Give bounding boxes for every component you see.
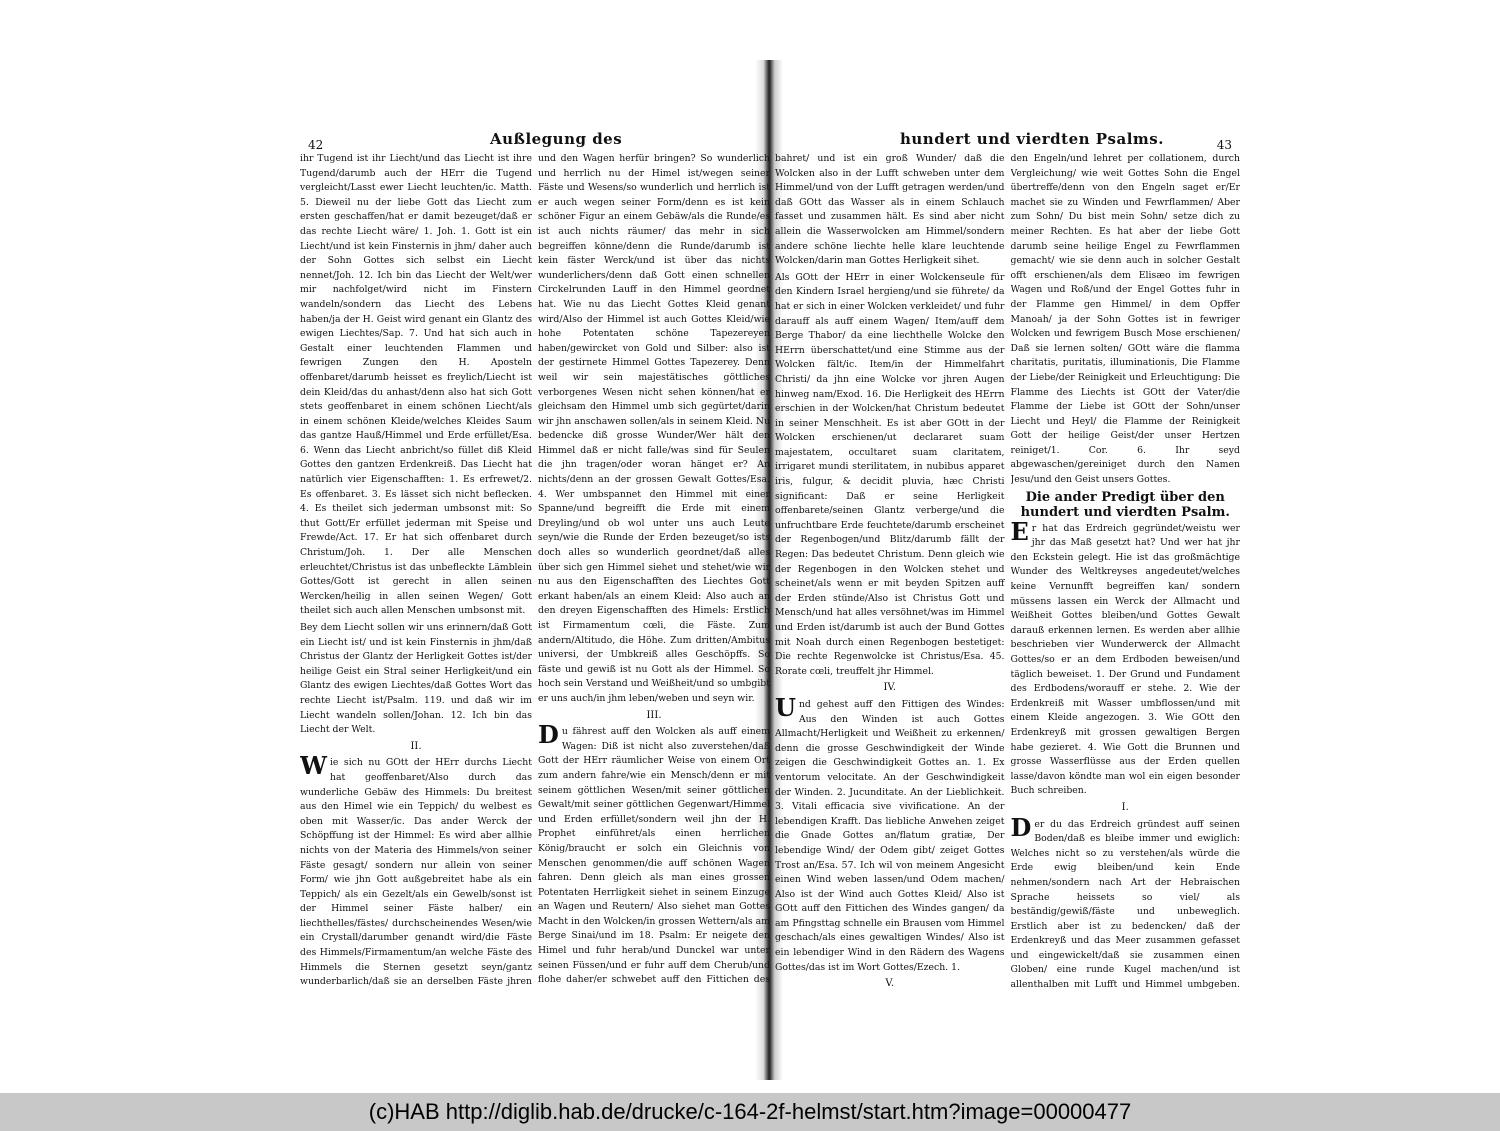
right-page [775, 100, 1240, 990]
sermon-title: Die ander Predigt über den hundert und vierdten Psalm. [1020, 489, 1230, 520]
paragraph: Als GOtt der HErr in einer Wolckenseule für den Kindern Israel hergieng/und sie führete/ da hat er sich in einer Wolcken verkleidet/ und fuhr darauff als auff einem Wagen/ Item/auff dem Berge Thabor/ da eine liechthelle Wolcke den HErrn überschattet/und eine Stimme aus der Wolcken fält/ic. Item/in der Himmelfahrt Christi/ da jhn eine Wolcke vor jhren Augen hinweg nam/Exod. 16. Die Herligkeit des HErrn erschien in der Wolcken/hat Christum bedeutet in seiner Menschheit. Es ist aber GOtt in der Wolcken erschienen/ut declararet suam majestatem, occultaret suam claritatem, irrigaret mundi sterilitatem, in nubibus apparet iris, fulgur, & decidit pluvia, hæc Christi significant: Daß er seine Herligkeit offenbarete/seinen Glantz verberge/und die unfruchtbare Erde feuchtete/darumb erscheinet der Regenbogen/und Blitz/darumb fällt der Regen: Das bedeutet Christum. Denn gleich wie der Regenbogen in den Wolcken stehet und scheinet/als wenn er mit beyden Spitzen auff der Erden stünde/Also ist Christus Gott und Mensch/und hat alles versöhnet/was im Himmel und Erden ist/darumb ist auch der Bund Gottes mit Noah durch einen Regenbogen bestetiget: Die rechte Regenwolcke ist Christus/Esa. 45. Rorate cœli, treuffelt jhr Himmel. [775, 271, 1005, 677]
footer-url-bar [0, 1093, 1500, 1131]
section-number: I. [1121, 801, 1129, 813]
right-columns [775, 152, 1240, 990]
footer-url-text: (c)HAB http://diglib.hab.de/drucke/c-164-2f-helmst/start.htm?image=00000477 [368, 1099, 1132, 1124]
left-columns [300, 152, 770, 990]
left-page [300, 100, 770, 990]
right-running-head: hundert und vierdten Psalms. [900, 130, 1164, 148]
right-column-2 [1011, 152, 1241, 990]
left-page-number: 42 [308, 138, 324, 152]
paragraph: und den Wagen herfür bringen? So wunderlich und herrlich nu der Himel ist/wegen seiner Fäste und Wesens/so wunderlich und herrlich ist er auch wegen seiner Form/denn es ist kein schöner Figur an einem Gebäw/als die Runde/es ist auch nichts räumer/ das mehr in sich begreiffen könne/denn die Runde/darumb ist kein fäster Werck/und ist über das nichts wunderlichers/denn daß Gott einen schnellen Circkelrunden Lauff in den Himmel geordnet hat. Wie nu das Liecht Gottes Kleid genant wird/Also der Himmel ist auch Gottes Kleid/wie hohe Potentaten schöne Tapezereyen haben/gewircket von Gold und Silber: also ist der gestirnete Himmel Gottes Tapezerey. Denn weil wir sein majestätisches göttliches verborgenes Wesen nicht sehen können/hat er gleichsam den Himmel umb sich gegürtet/darin wir jhn anschawen sollen/als in seinem Kleid. Nu bedencke diß grosse Wunder/Wer hält den Himmel daß er nicht falle/was sind für Seulen die jhn tragen/oder woran hänget er? An nichts/denn an der grossen Gewalt Gottes/Esa. 4. Wer umbspannet den Himmel mit einer Spanne/und begreifft die Erde mit einem Dreyling/und ob wol unter uns auch Leute seyn/wie die Runde der Erden bezeuget/so ists doch alles so wunderlich geordnet/daß alles über sich gen Himmel siehet und stehet/wie wir nu aus den Eigenschafften des Liechtes Gott erkant haben/als an einem Kleid: Also auch an den dreyen Eigenschafften des Himels: Erstlich ist Firmamentum cœli, die Fäste. Zum andern/Altitudo, die Höhe. Zum dritten/Ambitus universi, der Umbkreiß alles Geschöpffs. So fäste und gewiß ist nu Gott als der Himmel. So hoch sein Verstand und Weißheit/und so umbgibt er uns auch/in jhm leben/weben und seyn wir. [538, 153, 770, 704]
section-number: V. [885, 978, 895, 990]
paragraph: Wie sich nu GOtt der HErr durchs Liecht hat geoffenbaret/Also durch das wunderliche Gebäw des Himmels: Du breitest aus den Himel wie ein Teppich/ du welbest es oben mit Wasser/ic. Das ander Werck der Schöpffung ist der Himmel: Es wird aber allhie nichts von der Materia des Himmels/von seiner Fäste gesagt/ sondern nur allein von seiner Form/ wie jhn Gott außgebreitet habe als ein Teppich/ als ein Gezelt/als ein Gewelb/sonst ist der Himmel seiner Fäste halber/ ein liechthelles/fästes/ durchscheinendes Wesen/wie ein Crystall/darumber genandt wird/die Fäste des Himmels/Firmamentum/an welche Fäste des Himmels die Sternen gesetzt seyn/gantz wunderbarlich/daß sie an derselben Fäste jhren [300, 751, 532, 988]
paragraph: den Engeln/und lehret per collationem, durch Vergleichung/ wie weit Gottes Sohn die Engel übertreffe/denn von den Engeln saget er/Er machet sie zu Winden und Fewrflammen/ Aber zum Sohn/ Du bist mein Sohn/ setze dich zu meiner Rechten. Es hat aber der liebe Gott darumb seine heilige Engel zu Fewrflammen gemacht/ wie sie denn auch in solcher Gestalt offt erschienen/als dem Elisæo im fewrigen Wagen und Roß/und der Engel Gottes fuhr in der Flamme gen Himmel/ in dem Opffer Manoah/ ja der Sohn Gottes ist in fewriger Wolcken und fewrigem Busch Mose erschienen/ Daß sie lernen solten/ GOtt wäre die flamma charitatis, puritatis, illuminationis, Die Flamme der Liebe/der Reinigkeit und Erleuchtigung: Die Flamme des Liechts ist GOtt der Vater/die Flamme der Liebe ist GOtt der Sohn/unser Liecht und Heyl/ die Flamme der Reinigkeit Gott der heilige Geist/der unser Hertzen reiniget/1. Cor. 6. Ihr seyd abgewaschen/gereiniget durch den Namen Jesu/und den Geist unsers Gottes. [1010, 153, 1240, 486]
paragraph: ihr Tugend ist ihr Liecht/und das Liecht ist ihre Tugend/darumb auch der HErr die Tugend vergleicht/Lasst ewer Liecht leuchten/ic. Matth. 5. Dieweil nu der liebe Gott das Liecht zum ersten geschaffen/hat er damit bezeuget/daß er das rechte Liecht wäre/ 1. Joh. 1. Gott ist ein Liecht/und ist kein Finsternis in jhm/ daher auch der Sohn Gottes sich selbst ein Liecht nennet/Joh. 12. Ich bin das Liecht der Welt/wer mir nachfolget/wird nicht im Finstern wandeln/sondern das Liecht des Lebens haben/ja der H. Geist wird genant ein Glantz des ewigen Liechtes/Sap. 7. Und hat sich auch in Gestalt einer leuchtenden Flammen und fewrigen Zungen den H. Aposteln offenbaret/darumb heisset es freylich/Liecht ist dein Kleid/das du anhast/denn also hat sich Gott stets geoffenbaret in einem schönen Liecht/als in einem schönen Kleide/welches Kleides Saum das gantze Hauß/Himmel und Erde erfüllet/Esa. 6. Wenn das Liecht anbricht/so füllet diß Kleid Gottes den gantzen Erdenkreiß. Das Liecht hat natürlich vier Eigenschafften: 1. Es erfrewet/2. Es offenbaret. 3. Es lässet sich nicht beflecken. 4. Es theilet sich jederman umbsonst mit: So thut Gott/Er erfüllet jederman mit Speise und Frewde/Act. 17. Er hat sich offenbaret durch Christum/Joh. 1. Der alle Menschen erleuchtet/Christus ist das unbefleckte Lämblein Gottes/Gott ist gerecht in allen seinen Wercken/heilig in allen seinen Wegen/ Gott theilet sich auch allen Menschen umbsonst mit. [300, 153, 532, 617]
paragraph: Du fährest auff den Wolcken als auff einem Wagen: Diß ist nicht also zuverstehen/daß Gott der HErr räumlicher Weise von einem Ort zum andern fahre/wie ein Mensch/denn er mit seinem göttlichen Wesen/mit seiner göttlichen Gewalt/mit seiner göttlichen Gegenwart/Himmel und Erden erfüllet/sondern weil jhn der H. Prophet einführet/als einen herrlichen König/braucht er solch ein Gleichnis von Menschen genommen/die auff schönen Wagen fahren. Denn gleich als man eines grossen Potentaten Herrligkeit siehet in seinem Einzuge an Wagen und Reutern/ Also siehet man Gottes Macht in den Wolcken/in grossen Wettern/als am Berge Sinai/und im 18. Psalm: Er neigete den Himel und fuhr herab/und Dunckel war unter seinen Füssen/und er fuhr auff dem Cherub/und flohe daher/er schwebet auff den Fittichen des [538, 720, 770, 986]
right-page-number: 43 [1216, 138, 1232, 152]
left-running-head: Außlegung des [490, 130, 623, 148]
paragraph: Bey dem Liecht sollen wir uns erinnern/daß Gott ein Liecht ist/ und ist kein Finsternis in jhm/daß Christus der Glantz der Herligkeit Gottes ist/der heilige Geist ein Stral seiner Herligkeit/und ein Glantz des ewigen Liechtes/daß Gottes Wort das rechte Liecht ist/Psalm. 119. und daß wir im Liecht wandeln sollen/Johan. 12. Ich bin das Liecht der Welt. [300, 622, 532, 736]
section-number: IV. [883, 682, 897, 694]
right-column-1 [775, 152, 1005, 990]
paragraph: Der du das Erdreich gründest auff seinen Boden/daß es bleibe immer und ewiglich: Welches nicht so zu verstehen/als würde die Erde ewig bleiben/und kein Ende nehmen/sondern nach Art der Hebraischen Sprache heissets so viel/ als beständig/gewiß/fäste und unbeweglich. Erstlich aber ist zu bedencken/ daß der Erdenkreyß und das Meer zusammen gefasset und eingewickelt/daß sie zusammen einen Globen/ eine runde Kugel machen/und ist allenthalben mit Lufft und Himmel umbgeben. [1010, 812, 1240, 990]
left-column-2 [538, 152, 770, 990]
section-number: III. [646, 709, 662, 721]
paragraph: bahret/ und ist ein groß Wunder/ daß die Wolcken also in der Lufft schweben unter dem Himmel/und von der Lufft getragen werden/und daß GOtt das Wasser als in einem Schlauch fasset und zusammen hält. Es sind aber nicht allein die Wasserwolcken am Himmel/sondern andere schöne liechte helle klare leuchtende Wolcken/darin man Gottes Herligkeit sihet. [775, 153, 1005, 267]
paragraph: Und gehest auff den Fittigen des Windes: Aus den Winden ist auch Gottes Allmacht/Herligkeit und Weißheit zu erkennen/ denn die grosse Geschwindigkeit der Winde zeigen die Geschwindigkeit Gottes an. 1. Ex ventorum velocitate. An der Geschwindigkeit der Winden. 2. Jucunditate. An der Lieblichkeit. 3. Vitali efficacia sive vivificatione. An der lebendigen Krafft. Das liebliche Anwehen zeiget die Gnade Gottes an/flatum gratiæ, Der lebendige Wind/ der Odem gibt/ zeiget Gottes Trost an/Esa. 57. Ich wil von meinem Angesicht einen Wind weben lassen/und Odem machen/ Also ist der Wind auch Gottes Kleid/ Also ist GOtt auff den Fittichen des Windes gangen/ da am Pfingsttag schnelle ein Brausen vom Himmel geschach/als eines gewaltigen Windes/ Also ist ein lebendiger Wind in den Rädern des Wagens Gottes/das ist im Wort Gottes/Ezech. 1. [775, 692, 1005, 973]
left-column-1 [300, 152, 532, 990]
section-number: II. [410, 740, 422, 752]
paragraph: Er hat das Erdreich gegründet/weistu wer jhr das Maß gesetzt hat? Und wer hat jhr den Eckstein gelegt. Hie ist das großmächtige Wunder des Weltkreyses angedeutet/welches keine Vernunfft begreiffen kan/ sondern müssens lassen ein Werck der Allmacht und Weißheit Gottes bleiben/und Gottes Gewalt darauß erkennen lernen. Es werden aber allhie beschrieben vier Wunderwerck der Allmacht Gottes/so er an dem Erdboden beweisen/und täglich beweiset. 1. Der Grund und Fundament des Erdbodens/worauff er stehe. 2. Wie der Erdenkreiß mit Wasser umbflossen/und mit einem Kleide angezogen. 3. Wie GOtt den Erdenkreyß mit grossen gewaltigen Bergen habe gezieret. 4. Wie Gott die Brunnen und grosse Wasserflüsse aus der Erden quellen lasse/davon köndte man wol ein eigen besonder Buch schreiben. [1010, 516, 1240, 797]
